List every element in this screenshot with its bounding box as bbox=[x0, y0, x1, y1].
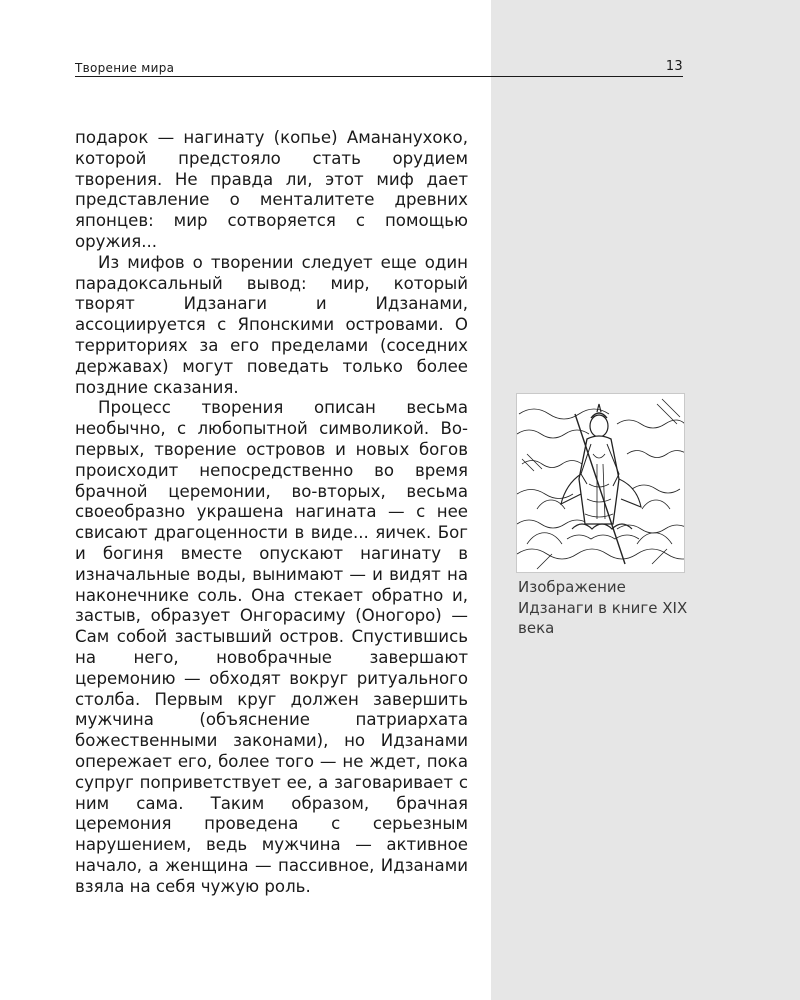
section-title: Творение мира bbox=[75, 61, 175, 75]
figure-caption: Изображение Идзанаги в книге XIX века bbox=[518, 578, 688, 637]
paragraph: Из мифов о творении следует еще один парадоксальный вывод: мир, который творят Идзанаги и Идзанами, ассоциируется с Японскими островами. О территориях за его пределами (соседних державах) могут поведать только более поздние сказания. bbox=[75, 252, 468, 397]
running-header bbox=[75, 60, 683, 77]
paragraph: Процесс творения описан весьма необычно, с любопытной символикой. Во-первых, творение островов и новых богов происходит непосредственно во время брачной церемонии, во-вторых, весьма своеобразно украшена нагината — с нее свисают драгоценности в виде... яичек. Бог и богиня вместе опускают нагинату в изначальные воды, вынимают — и видят на наконечнике соль. Она стекает обратно и, застыв, образует Онгорасиму (Оногоро) — Сам собой застывший остров. Спустившись на него, новобрачные завершают церемонию — обходят вокруг ритуального столба. Первым круг должен завершить мужчина (объяснение патриархата божественными законами), но Идзанами опережает его, более того — не ждет, пока супруг поприветствует ее, а заговаривает с ним сама. Таким образом, брачная церемония проведена с серьезным нарушением, ведь мужчина — активное начало, а женщина — пассивное, Идзанами взяла на себя чужую роль. bbox=[75, 398, 468, 896]
paragraph: подарок — нагинату (копье) Амананухоко, которой предстояло стать орудием творения. Не правда ли, этот миф дает представление о менталитете древних японцев: мир сотворяется с помощью оружия... bbox=[75, 128, 468, 251]
page-number: 13 bbox=[665, 59, 683, 74]
engraving-image bbox=[517, 394, 684, 572]
body-text bbox=[75, 128, 468, 897]
izanagi-illustration bbox=[516, 393, 685, 573]
